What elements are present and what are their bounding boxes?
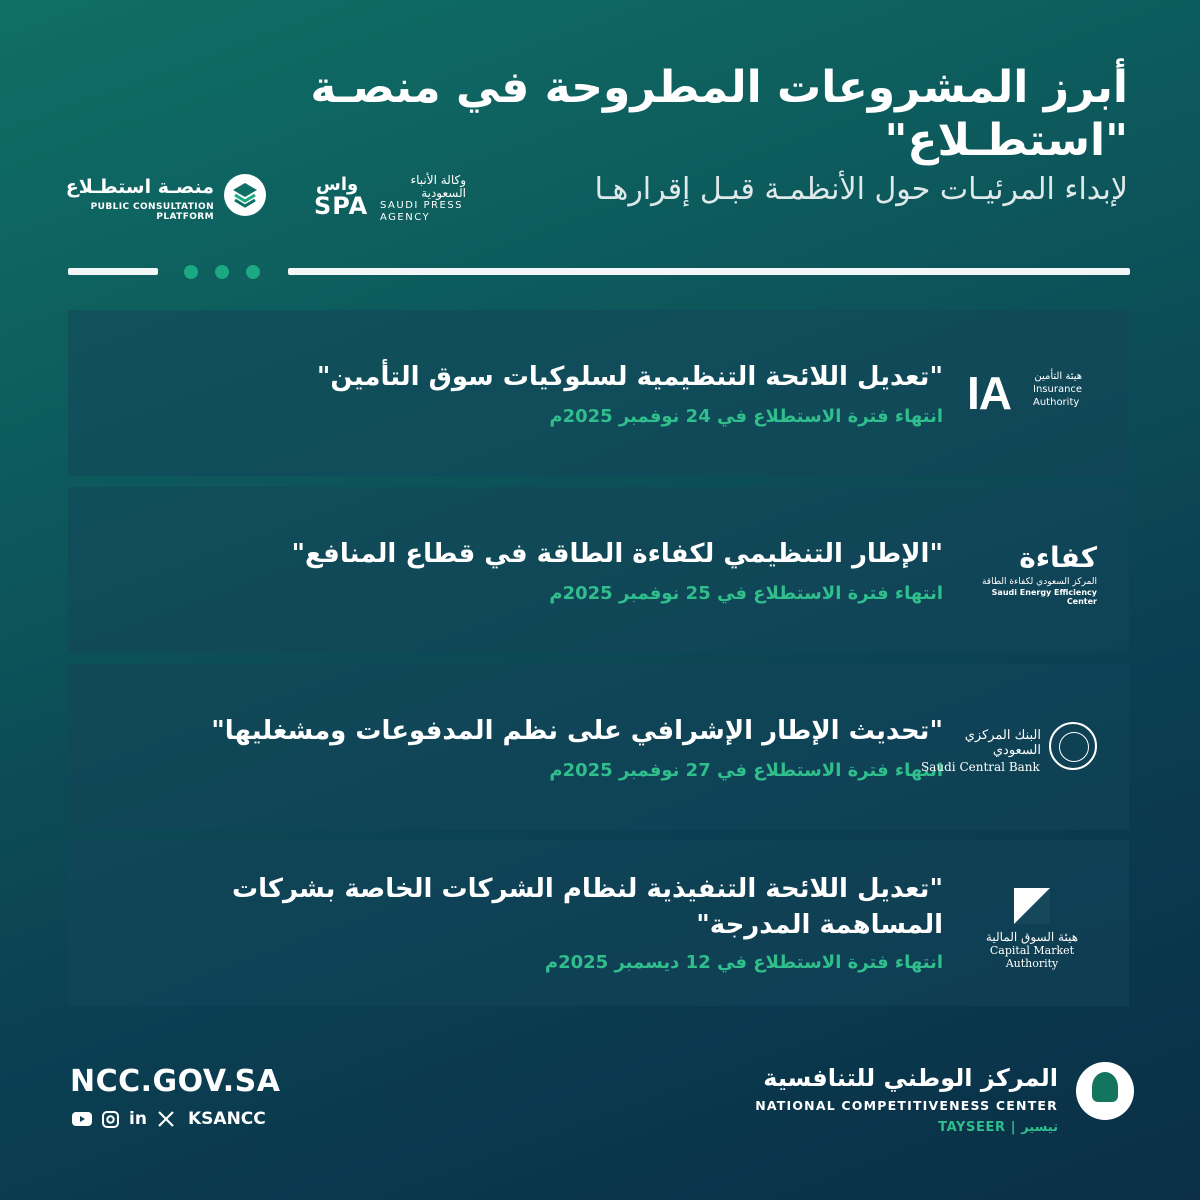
project-title: "تعديل اللائحة التنفيذية لنظام الشركات الخاصة بشركات المساهمة المدرجة": [231, 874, 943, 940]
project-card-insurance: [68, 310, 1129, 476]
project-deadline: انتهاء فترة الاستطلاع في 24 نوفمبر 2025م: [549, 406, 943, 427]
kafaa-name-ar: كفاءة: [1019, 541, 1097, 574]
divider-dot: [246, 265, 260, 279]
project-title: "الإطار التنظيمي لكفاءة الطاقة في قطاع المنافع": [291, 539, 943, 569]
ia-name-en-1: Insurance: [1033, 384, 1083, 395]
page-title: أبرز المشروعات المطروحة في منصـة "استطـلاع": [310, 62, 1128, 166]
project-card-payments: [68, 664, 1129, 830]
divider-short: [68, 268, 158, 275]
divider-dot: [184, 265, 198, 279]
project-card-companies: [68, 840, 1129, 1006]
spa-mark-bottom: SPA: [314, 192, 369, 220]
sama-emblem-icon: [1049, 722, 1097, 770]
page-subtitle: لإبداء المرئيـات حول الأنظمـة قبـل إقرارهـا: [594, 172, 1128, 207]
divider-dot: [215, 265, 229, 279]
ncc-palm-emblem-icon: [1076, 1062, 1134, 1120]
ia-name-ar: هيئة التأمين: [1034, 371, 1083, 382]
spa-logo: [314, 173, 466, 224]
project-deadline: انتهاء فترة الاستطلاع في 27 نوفمبر 2025م: [549, 760, 943, 781]
istitla-name-en: PUBLIC CONSULTATION PLATFORM: [90, 201, 214, 222]
capital-market-authority-logo: [967, 888, 1097, 970]
spa-name-en-1: SAUDI PRESS: [380, 200, 464, 212]
spa-mark-icon: [314, 174, 376, 218]
sama-name-en: Saudi Central Bank: [921, 760, 1040, 774]
saudi-central-bank-logo: [921, 722, 1097, 774]
youtube-icon[interactable]: [72, 1109, 92, 1129]
spa-name-en-2: AGENCY: [380, 212, 431, 224]
ia-name-en-2: Authority: [1033, 397, 1080, 408]
x-icon[interactable]: [156, 1109, 176, 1129]
cma-mark-icon: [1014, 888, 1050, 924]
ia-mark: IA: [967, 367, 1011, 419]
spa-name-ar: وكالة الأنباء السعودية: [410, 173, 466, 201]
istitla-text: [54, 176, 214, 222]
tayseer-label: TAYSEER | تيسير: [938, 1120, 1058, 1135]
project-card-energy: [68, 487, 1129, 653]
spa-text: [380, 174, 466, 224]
social-links: [72, 1108, 266, 1130]
cma-name-ar: هيئة السوق المالية: [985, 930, 1079, 944]
insurance-authority-logo: [967, 366, 1097, 422]
energy-efficiency-center-logo: [967, 541, 1097, 606]
sama-text: [921, 728, 1041, 774]
instagram-icon[interactable]: [100, 1109, 120, 1129]
project-deadline: انتهاء فترة الاستطلاع في 25 نوفمبر 2025م: [549, 583, 943, 604]
istitla-name-ar: منصـة استطـلاع: [65, 176, 214, 198]
ia-text: [1033, 370, 1082, 409]
project-deadline: انتهاء فترة الاستطلاع في 12 ديسمبر 2025م: [544, 952, 943, 973]
ncc-name-en: NATIONAL COMPETITIVENESS CENTER: [755, 1098, 1058, 1113]
kafaa-name-en: Saudi Energy Efficiency Center: [991, 587, 1097, 606]
social-handle[interactable]: KSANCC: [188, 1109, 266, 1129]
kafaa-sub-ar: المركز السعودي لكفاءة الطاقة: [981, 576, 1097, 587]
ncc-name-ar: المركز الوطني للتنافسية: [763, 1064, 1058, 1092]
ncc-logo: [634, 1062, 1134, 1142]
linkedin-icon[interactable]: in: [129, 1109, 147, 1129]
divider-long: [288, 268, 1130, 275]
spa-mark-top: واس: [316, 174, 359, 195]
project-title: "تعديل اللائحة التنظيمية لسلوكيات سوق التأمين": [316, 362, 943, 392]
project-title: "تحديث الإطار الإشرافي على نظم المدفوعات ومشغليها": [211, 716, 943, 746]
cma-name-en: Capital Market Authority: [989, 944, 1075, 970]
istitla-layers-icon: [224, 174, 266, 216]
istitla-logo: [65, 174, 266, 222]
sama-name-ar: البنك المركزي السعودي: [964, 728, 1041, 758]
website-link[interactable]: NCC.GOV.SA: [70, 1064, 281, 1099]
